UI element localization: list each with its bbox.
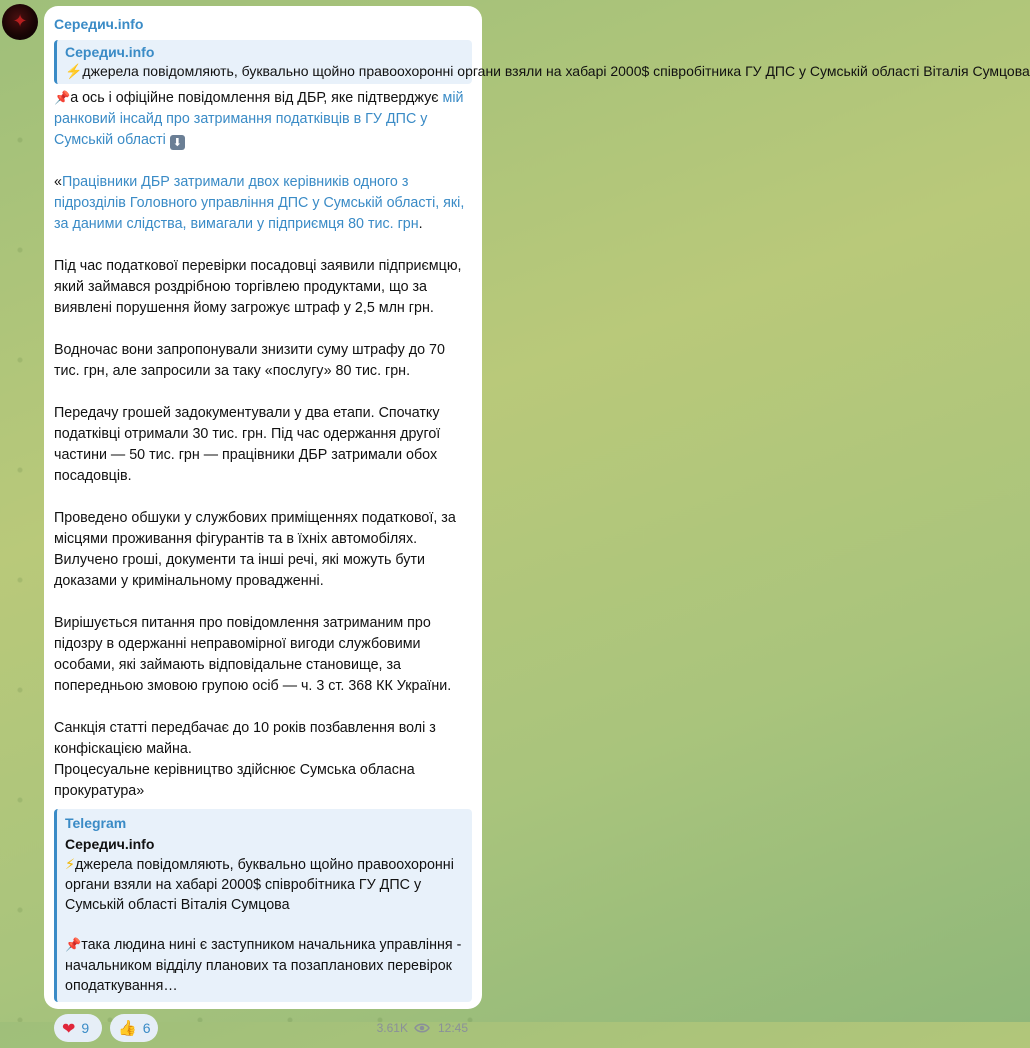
heart-count: 9 xyxy=(81,1020,90,1036)
dbr-link[interactable]: Працівники ДБР затримали двох керівників одного з підрозділів Головного управління ДПС у Сумській області, які, за даними слідства, вимагали у підприємця 80 тис. грн xyxy=(54,174,465,232)
channel-avatar[interactable] xyxy=(2,4,38,40)
message-time: 12:45 xyxy=(437,1021,468,1035)
avatar-logo-icon: ✦ xyxy=(12,11,28,32)
forwarded-text-1: джерела повідомляють, буквально щойно правоохоронні органи взяли на хабарі 2000$ співробітника ГУ ДПС у Сумській області Віталія Сумцова xyxy=(65,857,454,913)
forwarded-channel-name: Середич.info xyxy=(65,836,155,852)
message-meta xyxy=(377,1021,468,1035)
paragraph-1: Під час податкової перевірки посадовці заявили підприємцю, який займався роздрібною торгівлею продуктами, що за виявлені порушення йому загрожує штраф у 2,5 млн грн. xyxy=(54,258,462,316)
forwarded-source-label: Telegram xyxy=(65,815,127,831)
thumbs-up-count: 6 xyxy=(142,1020,151,1036)
forwarded-preview[interactable] xyxy=(54,809,472,1002)
reply-sender-name: Середич.info xyxy=(65,44,155,60)
paragraph-6b: Процесуальне керівництво здійснює Сумська обласна прокуратура» xyxy=(54,762,415,799)
insight-link[interactable]: мій ранковий інсайд про затримання податківців в ГУ ДПС у Сумській області xyxy=(54,90,464,148)
quote-open: « xyxy=(54,174,62,190)
paragraph-3: Передачу грошей задокументували у два етапи. Спочатку податківці отримали 30 тис. грн. Під час одержання другої частини — 50 тис. грн — працівники ДБР затримали обох посадовців. xyxy=(54,405,441,484)
sender-name[interactable]: Середич.info xyxy=(54,16,144,32)
reply-text: ⚡️джерела повідомляють, буквально щойно правоохоронні органи взяли на хабарі 2000$ співробітника ГУ ДПС у Сумській області Віталія Сумцова xyxy=(65,63,1030,79)
forwarded-text-2: така людина нині є заступником начальника управління - начальником відділу планових та позапланових перевірок оподаткування… xyxy=(65,937,462,994)
down-arrow-icon: ⬇ xyxy=(170,135,185,150)
paragraph-5: Вирішується питання про повідомлення затриманим про підозру в одержанні неправомірної вигоди службовими особами, які займають відповідальне становище, за попередньою змовою групою осіб — ч. 3 ст. 368 КК України. xyxy=(54,615,452,694)
message-bubble xyxy=(44,6,1030,1038)
pushpin-icon: 📌 xyxy=(65,938,82,953)
view-count: 3.61K xyxy=(376,1021,408,1035)
reaction-thumbs-up[interactable] xyxy=(110,1014,158,1042)
message-text xyxy=(54,88,472,802)
paragraph-2: Водночас вони запропонували знизити суму штрафу до 70 тис. грн, але запросили за таку «послугу» 80 тис. грн. xyxy=(54,342,445,379)
quote-dot: . xyxy=(418,216,423,232)
pushpin-icon: 📌 xyxy=(54,91,71,106)
paragraph-6a: Санкція статті передбачає до 10 років позбавлення волі з конфіскацією майна. xyxy=(54,720,436,757)
intro-text: а ось і офіційне повідомлення від ДБР, яке підтверджує xyxy=(70,90,443,106)
heart-icon: ❤ xyxy=(62,1018,76,1038)
lightning-icon: ⚡ xyxy=(65,857,76,873)
thumbs-up-icon: 👍 xyxy=(118,1019,137,1037)
message-footer xyxy=(54,1008,472,1048)
reaction-heart[interactable] xyxy=(54,1014,102,1042)
reply-quote[interactable] xyxy=(54,40,1030,84)
paragraph-4: Проведено обшуки у службових приміщеннях податкової, за місцями проживання фігурантів та в їхніх автомобілях. Вилучено гроші, документи та інші речі, які можуть бути доказами у кримінальному провадженні. xyxy=(54,510,456,589)
eye-icon xyxy=(414,1022,430,1034)
